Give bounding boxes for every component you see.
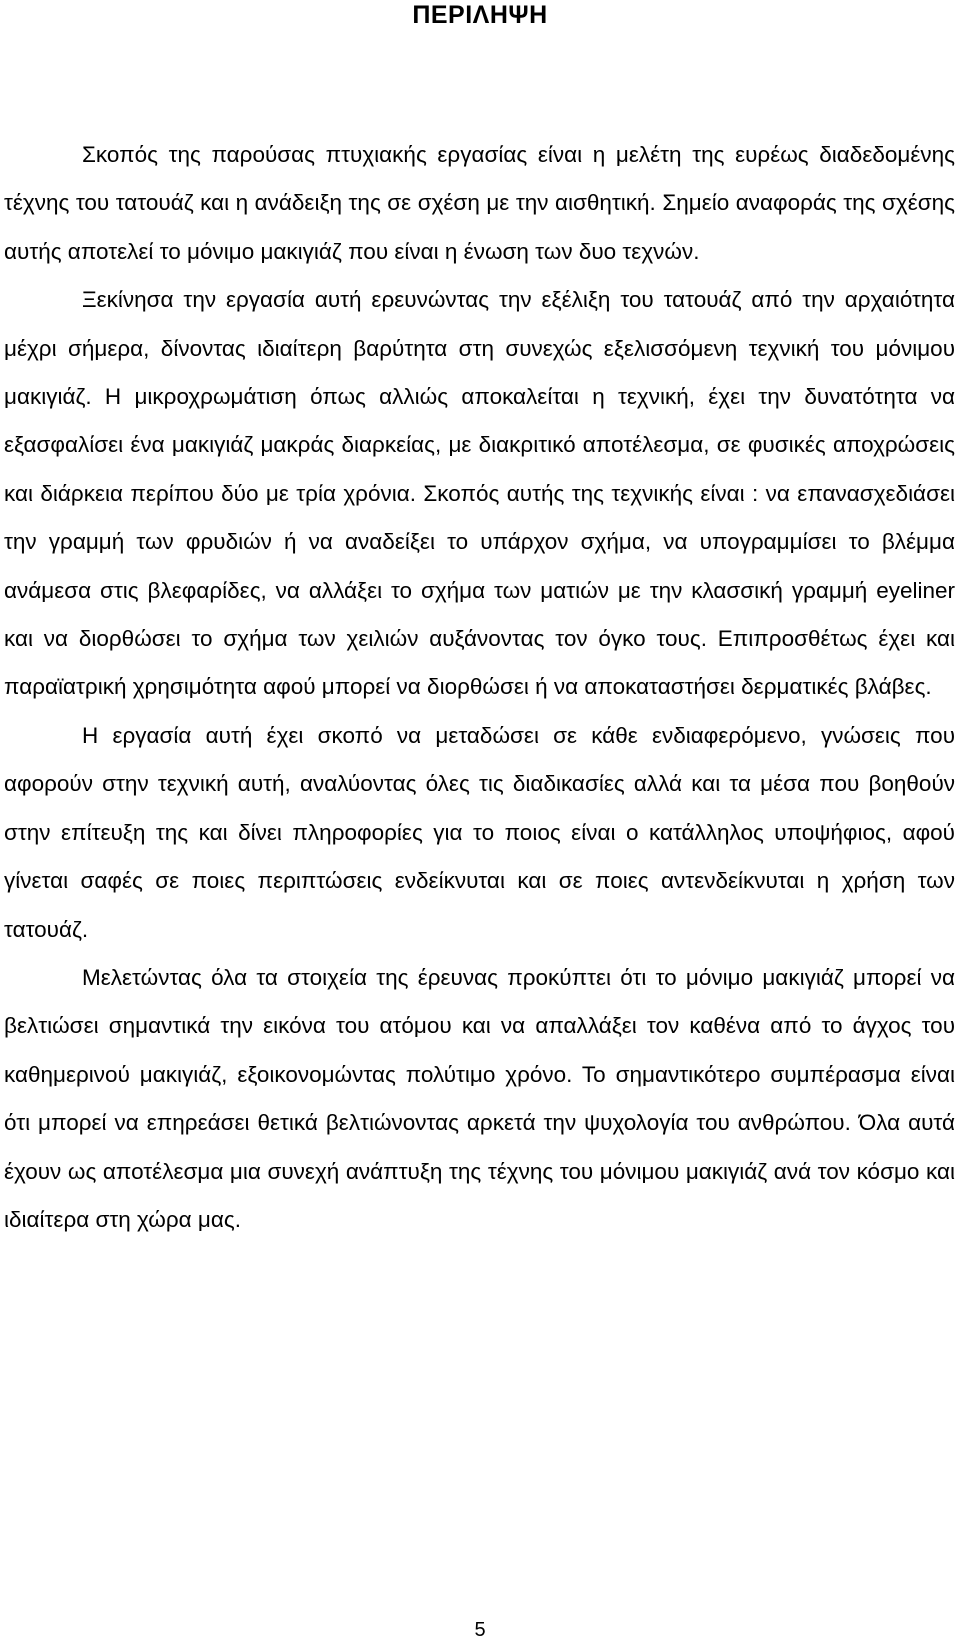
- paragraph: Ξεκίνησα την εργασία αυτή ερευνώντας την εξέλιξη του τατουάζ από την αρχαιότητα μέχρι σήμερα, δίνοντας ιδιαίτερη βαρύτητα στη συνεχώς εξελισσόμενη τεχνική του μόνιμου μακιγιάζ. Η μικροχρωμάτιση όπως αλλιώς αποκαλείται η τεχνική, έχει την δυνατότητα να εξασφαλίσει ένα μακιγιάζ μακράς διαρκείας, με διακριτικό αποτέλεσμα, σε φυσικές αποχρώσεις και διάρκεια περίπου δύο με τρία χρόνια. Σκοπός αυτής της τεχνικής είναι : να επανασχεδιάσει την γραμμή των φρυδιών ή να αναδείξει το υπάρχον σχήμα, να υπογραμμίσει το βλέμμα ανάμεσα στις βλεφαρίδες, να αλλάξει το σχήμα των ματιών με την κλασσική γραμμή eyeliner και να διορθώσει το σχήμα των χειλιών αυξάνοντας τον όγκο τους. Επιπροσθέτως έχει και παραϊατρική χρησιμότητα αφού μπορεί να διορθώσει ή να αποκαταστήσει δερματικές βλάβες.: [4, 287, 955, 700]
- paragraph: Η εργασία αυτή έχει σκοπό να μεταδώσει σε κάθε ενδιαφερόμενο, γνώσεις που αφορούν στην τεχνική αυτή, αναλύοντας όλες τις διαδικασίες αλλά και τα μέσα που βοηθούν στην επίτευξη της και δίνει πληροφορίες για το ποιος είναι ο κατάλληλος υποψήφιος, αφού γίνεται σαφές σε ποιες περιπτώσεις ενδείκνυται και σε ποιες αντενδείκνυται η χρήση των τατουάζ.: [4, 722, 955, 942]
- paragraph: Μελετώντας όλα τα στοιχεία της έρευνας προκύπτει ότι το μόνιμο μακιγιάζ μπορεί να βελτιώσει σημαντικά την εικόνα του ατόμου και να απαλλάξει τον καθένα από το άγχος του καθημερινού μακιγιάζ, εξοικονομώντας πολύτιμο χρόνο. Το σημαντικότερο συμπέρασμα είναι ότι μπορεί να επηρεάσει θετικά βελτιώνοντας αρκετά την ψυχολογία του ανθρώπου. Όλα αυτά έχουν ως αποτέλεσμα μια συνεχή ανάπτυξη της τέχνης του μόνιμου μακιγιάζ ανά τον κόσμο και ιδιαίτερα στη χώρα μας.: [4, 964, 955, 1232]
- paragraph: Σκοπός της παρούσας πτυχιακής εργασίας είναι η μελέτη της ευρέως διαδεδομένης τέχνης του τατουάζ και η ανάδειξη της σε σχέση με την αισθητική. Σημείο αναφοράς της σχέσης αυτής αποτελεί το μόνιμο μακιγιάζ που είναι η ένωση των δυο τεχνών.: [4, 142, 955, 264]
- abstract-body: [4, 131, 955, 1244]
- page-number: 5: [474, 1619, 486, 1641]
- page-title: ΠΕΡΙΛΗΨΗ: [412, 1, 548, 29]
